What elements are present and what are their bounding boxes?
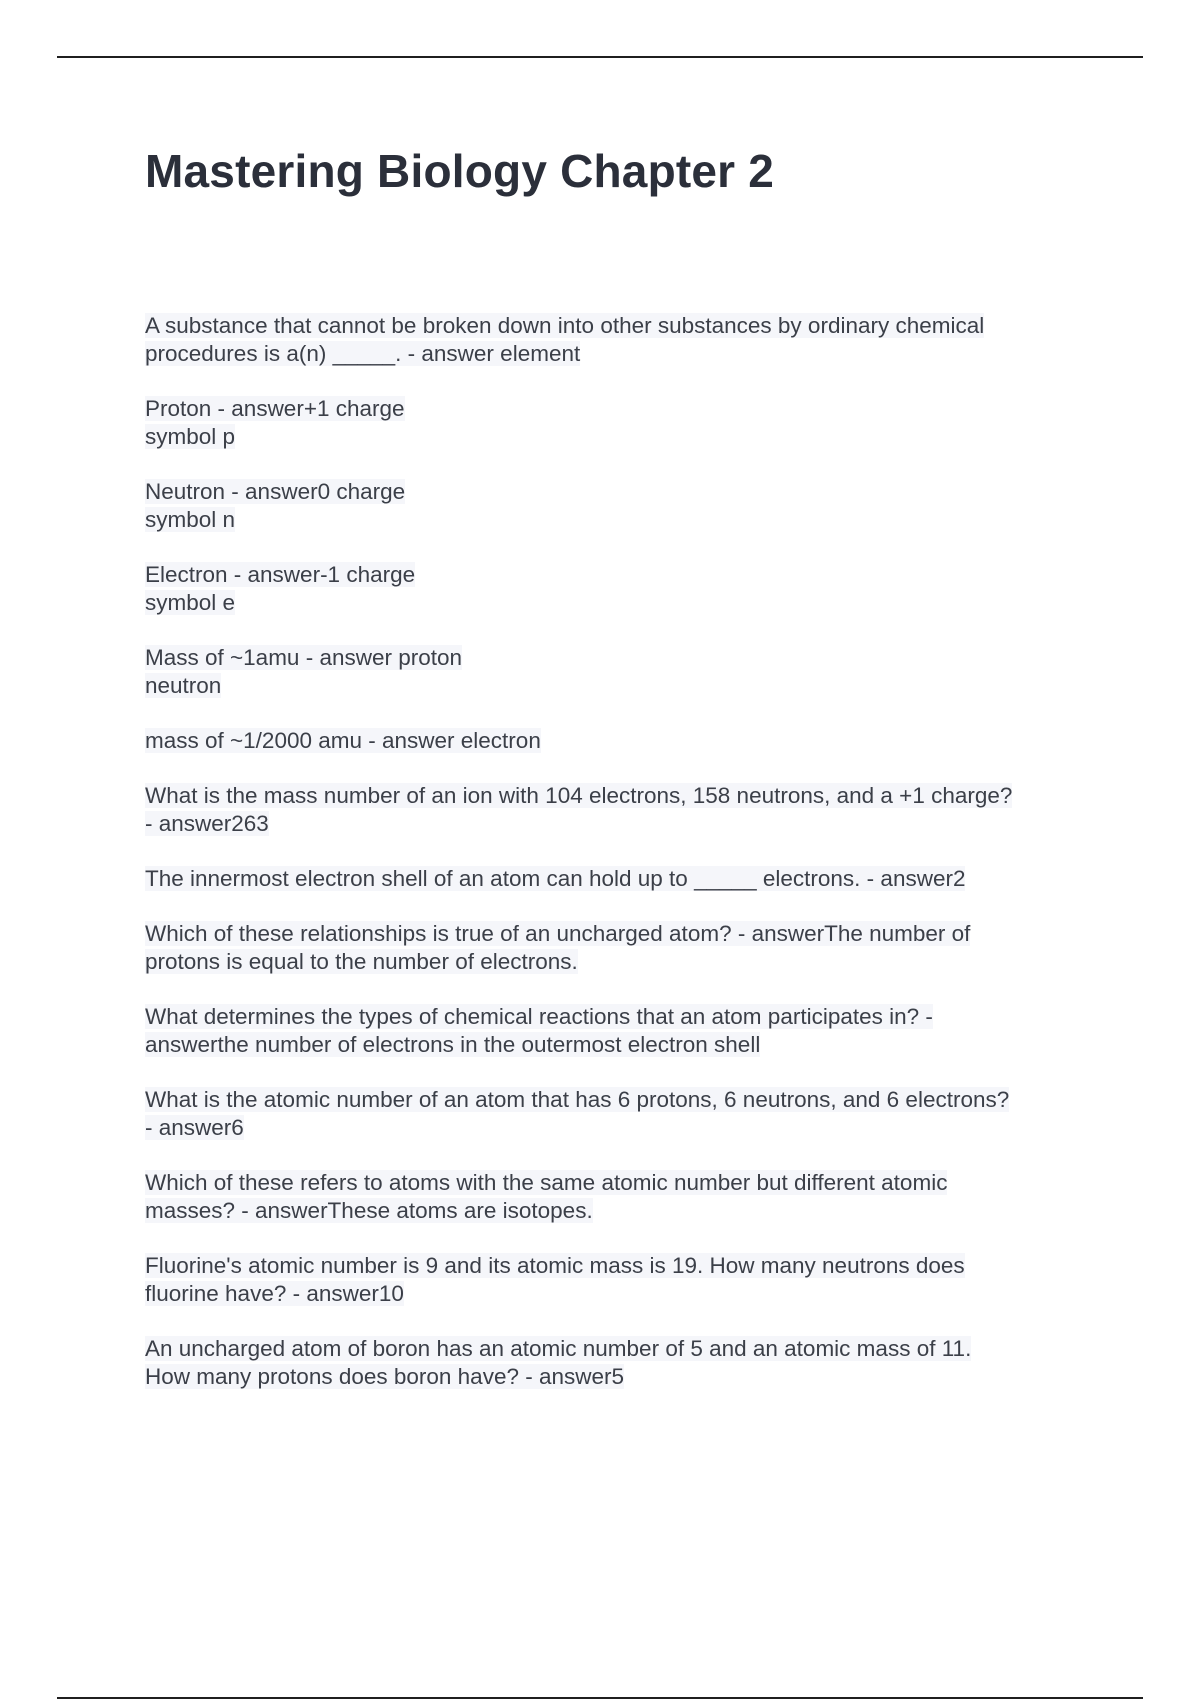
qa-line — [145, 395, 1085, 423]
qa-item — [145, 312, 1085, 368]
qa-line-text: Proton - answer+1 charge — [145, 396, 405, 421]
qa-line-text: Electron - answer-1 charge — [145, 562, 416, 587]
qa-line — [145, 948, 1085, 976]
qa-line — [145, 423, 1085, 451]
qa-line-text: - answer6 — [145, 1115, 244, 1140]
qa-line-text: Which of these relationships is true of an uncharged atom? - answerThe number of — [145, 921, 971, 946]
qa-item — [145, 1252, 1085, 1308]
qa-line — [145, 1003, 1085, 1031]
footer-rule — [57, 1697, 1143, 1699]
qa-line-text: mass of ~1/2000 amu - answer electron — [145, 728, 541, 753]
qa-item — [145, 920, 1085, 976]
qa-line-text: symbol p — [145, 424, 236, 449]
qa-line — [145, 340, 1085, 368]
qa-line-text: procedures is a(n) _____. - answer element — [145, 341, 581, 366]
qa-line — [145, 1031, 1085, 1059]
qa-line — [145, 1114, 1085, 1142]
qa-line-text: symbol e — [145, 590, 236, 615]
qa-line — [145, 672, 1085, 700]
qa-line — [145, 644, 1085, 672]
qa-line-text: Neutron - answer0 charge — [145, 479, 406, 504]
qa-line — [145, 1086, 1085, 1114]
qa-item — [145, 1003, 1085, 1059]
qa-line — [145, 506, 1085, 534]
qa-line-text: What is the mass number of an ion with 104 electrons, 158 neutrons, and a +1 charge? — [145, 783, 1013, 808]
qa-line — [145, 1252, 1085, 1280]
qa-list — [145, 312, 1085, 1418]
qa-line-text: The innermost electron shell of an atom can hold up to _____ electrons. - answer2 — [145, 866, 966, 891]
qa-item — [145, 1169, 1085, 1225]
qa-line — [145, 920, 1085, 948]
qa-line — [145, 1280, 1085, 1308]
qa-line-text: What is the atomic number of an atom that has 6 protons, 6 neutrons, and 6 electrons? — [145, 1087, 1010, 1112]
qa-line-text: protons is equal to the number of electrons. — [145, 949, 578, 974]
qa-line-text: Fluorine's atomic number is 9 and its atomic mass is 19. How many neutrons does — [145, 1253, 965, 1278]
qa-line — [145, 478, 1085, 506]
qa-item — [145, 395, 1085, 451]
qa-line-text: Which of these refers to atoms with the same atomic number but different atomic — [145, 1170, 948, 1195]
qa-line — [145, 1169, 1085, 1197]
qa-line-text: What determines the types of chemical reactions that an atom participates in? - — [145, 1004, 933, 1029]
qa-item — [145, 727, 1085, 755]
qa-line-text: A substance that cannot be broken down into other substances by ordinary chemical — [145, 313, 985, 338]
qa-item — [145, 561, 1085, 617]
qa-line-text: symbol n — [145, 507, 236, 532]
qa-line-text: Mass of ~1amu - answer proton — [145, 645, 463, 670]
qa-item — [145, 644, 1085, 700]
qa-line — [145, 312, 1085, 340]
qa-line — [145, 589, 1085, 617]
qa-item — [145, 1086, 1085, 1142]
qa-line-text: - answer263 — [145, 811, 269, 836]
qa-line — [145, 1197, 1085, 1225]
qa-line — [145, 865, 1085, 893]
qa-line-text: How many protons does boron have? - answer5 — [145, 1364, 625, 1389]
qa-line-text: answerthe number of electrons in the outermost electron shell — [145, 1032, 761, 1057]
qa-item — [145, 782, 1085, 838]
qa-item — [145, 1335, 1085, 1391]
qa-item — [145, 865, 1085, 893]
qa-line-text: masses? - answerThese atoms are isotopes. — [145, 1198, 593, 1223]
qa-line — [145, 1335, 1085, 1363]
qa-line — [145, 810, 1085, 838]
qa-line-text: fluorine have? - answer10 — [145, 1281, 404, 1306]
qa-line-text: neutron — [145, 673, 222, 698]
qa-line-text: An uncharged atom of boron has an atomic number of 5 and an atomic mass of 11. — [145, 1336, 972, 1361]
qa-line — [145, 561, 1085, 589]
qa-item — [145, 478, 1085, 534]
qa-line — [145, 1363, 1085, 1391]
page-title: Mastering Biology Chapter 2 — [145, 145, 775, 197]
header-rule — [57, 56, 1143, 58]
qa-line — [145, 782, 1085, 810]
qa-line — [145, 727, 1085, 755]
